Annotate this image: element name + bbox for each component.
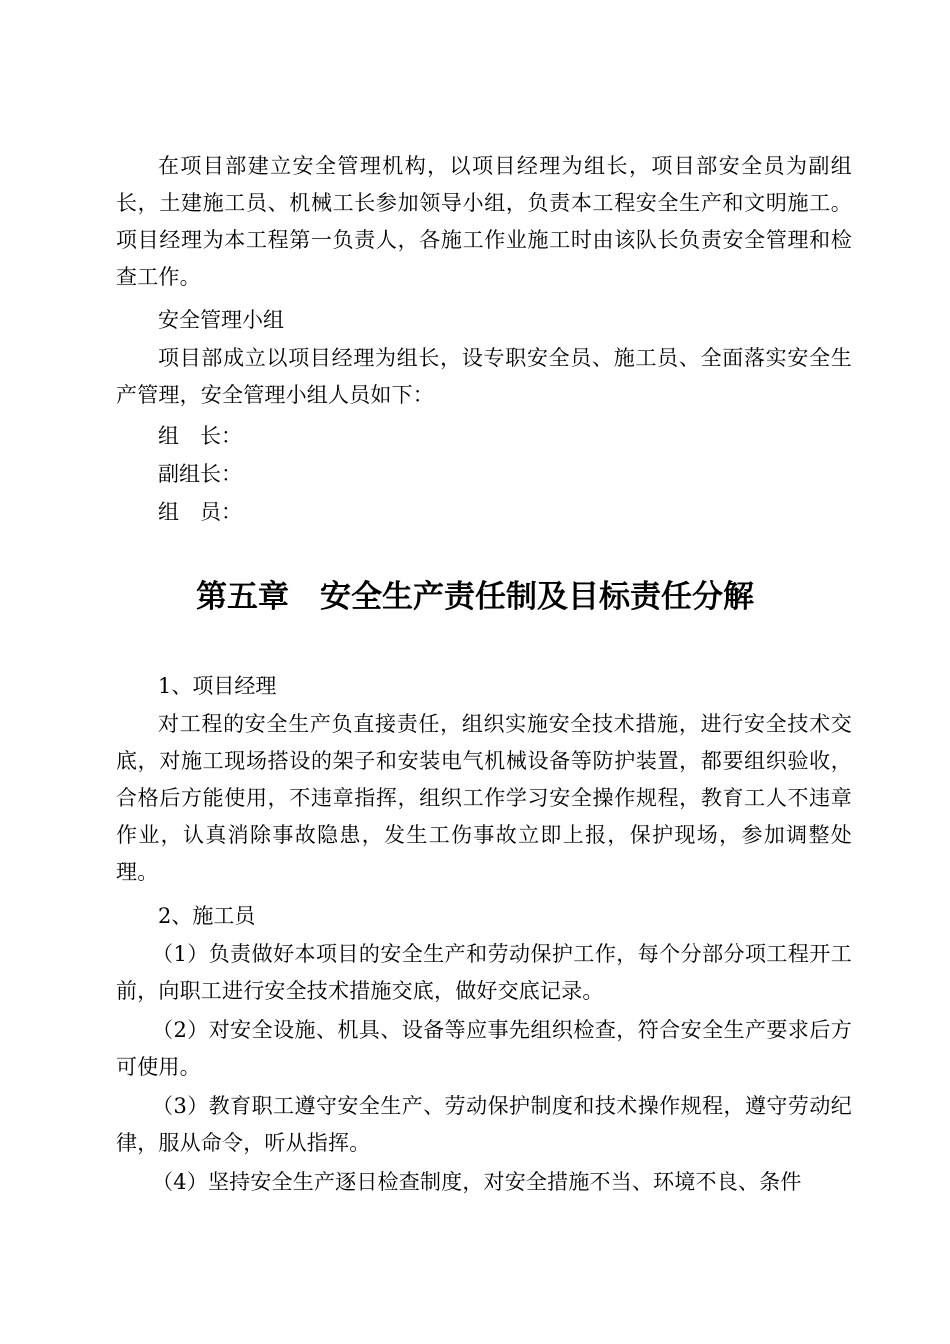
item2-sub3: （3）教育职工遵守安全生产、劳动保护制度和技术操作规程，遵守劳动纪律，服从命令，听从指挥。 xyxy=(116,1094,852,1155)
item2-sub1: （1）负责做好本项目的安全生产和劳动保护工作，每个分部分项工程开工前，向职工进行安全技术措施交底，做好交底记录。 xyxy=(116,942,852,1003)
role-leader: 组 长： xyxy=(158,424,242,448)
item1-body: 对工程的安全生产负直接责任，组织实施安全技术措施，进行安全技术交底，对施工现场搭设的架子和安装电气机械设备等防护装置，都要组织验收，合格后方能使用，不违章指挥，组织工作学习安全操作规程，教育工人不违章作业，认真消除事故隐患，发生工伤事故立即上报，保护现场，参加调整处理。 xyxy=(116,712,852,884)
item2-sub2: （2）对安全设施、机具、设备等应事先组织检查，符合安全生产要求后方可使用。 xyxy=(116,1018,852,1079)
role-deputy: 副组长： xyxy=(158,462,242,486)
role-members: 组 员： xyxy=(158,500,242,524)
item2-sub4: （4）坚持安全生产逐日检查制度，对安全措施不当、环境不良、条件 xyxy=(152,1170,802,1194)
intro-paragraph: 在项目部建立安全管理机构，以项目经理为组长，项目部安全员为副组长，土建施工员、机械工长参加领导小组，负责本工程安全生产和文明施工。项目经理为本工程第一负责人，各施工作业施工时由该队长负责安全管理和检查工作。 xyxy=(116,154,852,289)
item2-title: 2、施工员 xyxy=(158,904,256,928)
chapter-title: 第五章 安全生产责任制及目标责任分解 xyxy=(196,579,754,615)
subheading-safety-group: 安全管理小组 xyxy=(158,308,284,332)
group-paragraph: 项目部成立以项目经理为组长，设专职安全员、施工员、全面落实安全生产管理，安全管理小组人员如下： xyxy=(116,346,852,407)
item1-title: 1、项目经理 xyxy=(158,674,277,698)
